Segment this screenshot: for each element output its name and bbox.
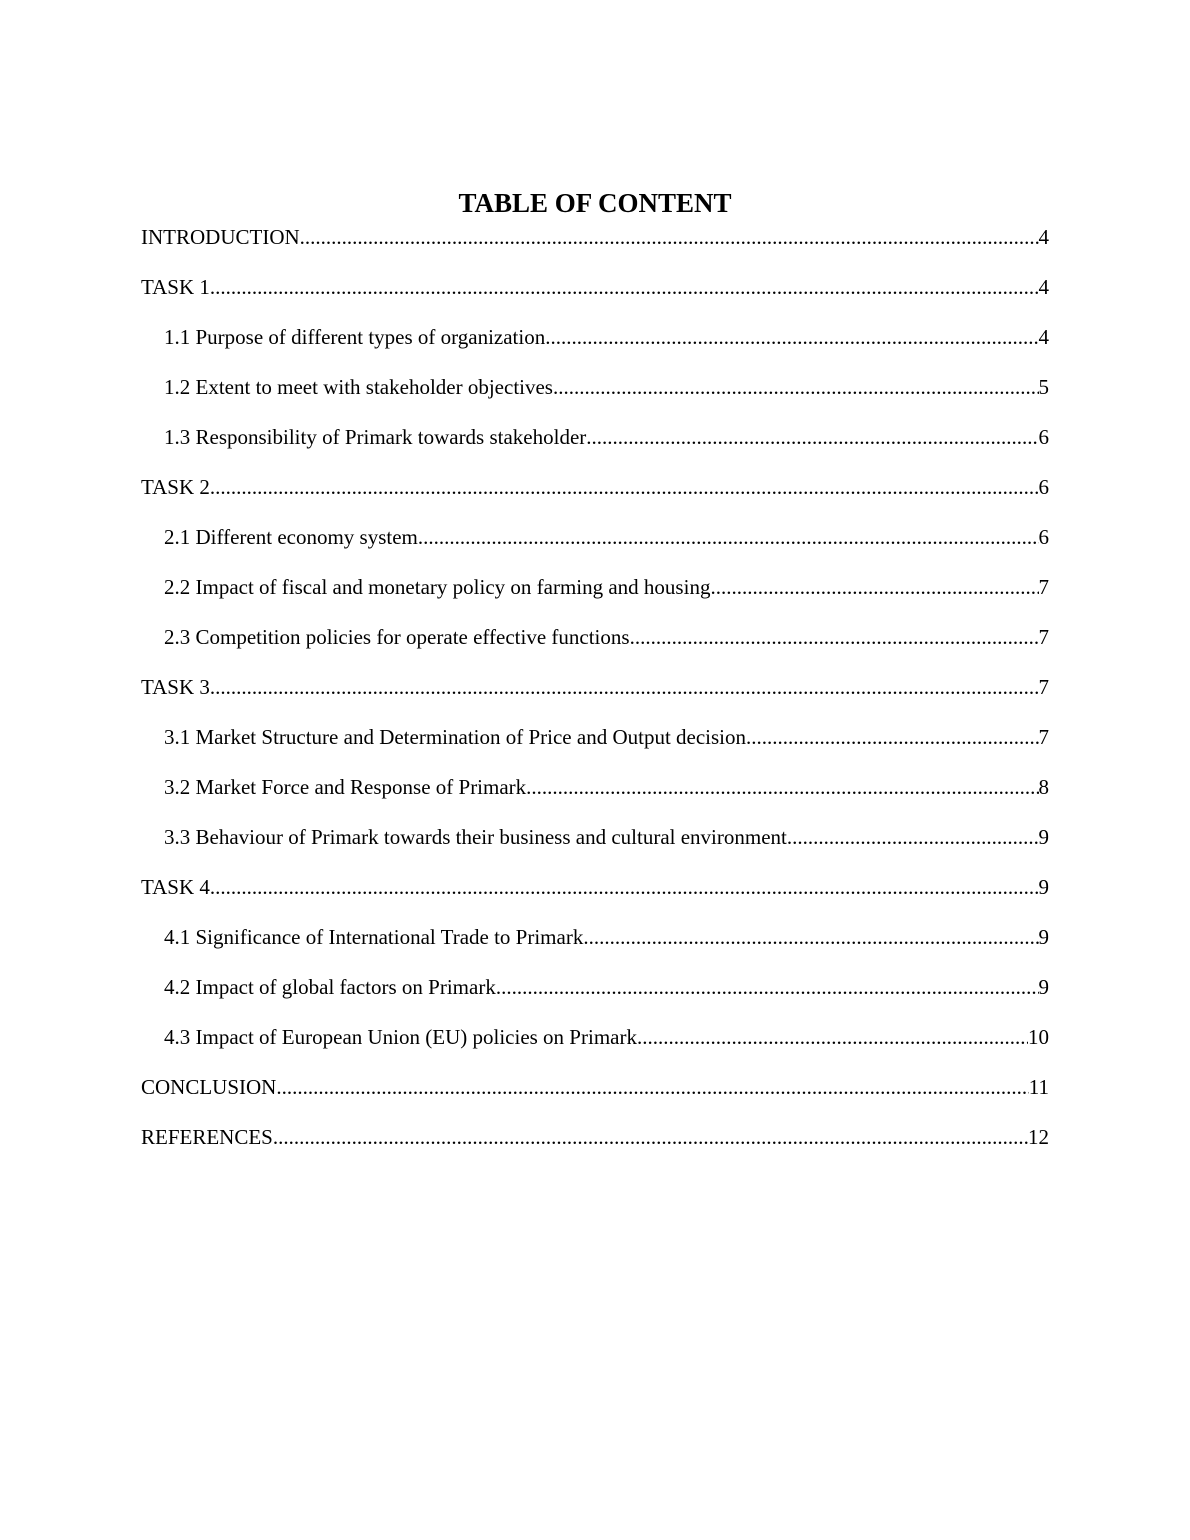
toc-entry[interactable]: [141, 322, 1049, 372]
toc-entry[interactable]: [141, 972, 1049, 1022]
toc-entry-label: TASK 1: [141, 275, 210, 299]
toc-dot-leader: [710, 572, 1038, 602]
toc-entry-page-number: 12: [1028, 1125, 1049, 1149]
toc-entry[interactable]: [141, 1122, 1049, 1172]
toc-dot-leader: [526, 772, 1038, 802]
toc-dot-leader: [746, 722, 1038, 752]
toc-entry[interactable]: [141, 222, 1049, 272]
toc-entry[interactable]: [141, 772, 1049, 822]
toc-entry[interactable]: [141, 1072, 1049, 1122]
toc-dot-leader: [418, 522, 1039, 552]
toc-dot-leader: [583, 922, 1038, 952]
toc-dot-leader: [273, 1122, 1028, 1152]
toc-entry[interactable]: [141, 572, 1049, 622]
toc-entry-label: TASK 3: [141, 675, 210, 699]
toc-entry-label: 3.2 Market Force and Response of Primark: [164, 775, 527, 799]
toc-entry-page-number: 7: [1038, 725, 1049, 749]
toc-dot-leader: [210, 672, 1039, 702]
toc-entry[interactable]: [141, 522, 1049, 572]
toc-entry-label: REFERENCES: [141, 1125, 273, 1149]
toc-entry-label: 2.1 Different economy system: [164, 525, 418, 549]
toc-entry[interactable]: [141, 872, 1049, 922]
toc-entry-label: 4.3 Impact of European Union (EU) policies on Primark: [164, 1025, 637, 1049]
toc-entry-page-number: 9: [1038, 875, 1049, 899]
toc-dot-leader: [637, 1022, 1028, 1052]
toc-dot-leader: [787, 822, 1039, 852]
toc-entry-label: 4.1 Significance of International Trade to Primark: [164, 925, 584, 949]
toc-entry-page-number: 7: [1038, 675, 1049, 699]
toc-entry-label: TASK 4: [141, 875, 210, 899]
toc-entry[interactable]: [141, 672, 1049, 722]
toc-entry-page-number: 4: [1038, 225, 1049, 249]
toc-dot-leader: [210, 872, 1039, 902]
toc-entry-page-number: 4: [1038, 325, 1049, 349]
toc-entry[interactable]: [141, 422, 1049, 472]
toc-entry[interactable]: [141, 272, 1049, 322]
toc-dot-leader: [210, 472, 1039, 502]
toc-entry[interactable]: [141, 822, 1049, 872]
page-title: TABLE OF CONTENT: [458, 188, 732, 218]
toc-entry-label: TASK 2: [141, 475, 210, 499]
toc-entry-page-number: 11: [1028, 1075, 1049, 1099]
toc-entry[interactable]: [141, 472, 1049, 522]
toc-entry-label: 4.2 Impact of global factors on Primark: [164, 975, 496, 999]
toc-dot-leader: [210, 272, 1039, 302]
toc-entry-page-number: 7: [1038, 575, 1049, 599]
toc-entry-page-number: 7: [1038, 625, 1049, 649]
toc-entry-page-number: 9: [1038, 975, 1049, 999]
table-of-contents: [141, 222, 1049, 1172]
toc-entry[interactable]: [141, 722, 1049, 772]
toc-dot-leader: [496, 972, 1039, 1002]
toc-entry[interactable]: [141, 922, 1049, 972]
toc-entry-page-number: 9: [1038, 825, 1049, 849]
toc-dot-leader: [276, 1072, 1028, 1102]
toc-entry-label: INTRODUCTION: [141, 225, 300, 249]
toc-entry[interactable]: [141, 622, 1049, 672]
toc-entry-label: 2.2 Impact of fiscal and monetary policy on farming and housing: [164, 575, 711, 599]
toc-entry[interactable]: [141, 372, 1049, 422]
toc-entry-page-number: 6: [1038, 475, 1049, 499]
toc-entry-label: 1.3 Responsibility of Primark towards stakeholder: [164, 425, 587, 449]
toc-entry-page-number: 9: [1038, 925, 1049, 949]
toc-entry[interactable]: [141, 1022, 1049, 1072]
toc-entry-label: 3.3 Behaviour of Primark towards their business and cultural environment: [164, 825, 787, 849]
toc-dot-leader: [553, 372, 1039, 402]
toc-entry-label: 3.1 Market Structure and Determination of Price and Output decision: [164, 725, 747, 749]
toc-entry-page-number: 8: [1038, 775, 1049, 799]
toc-entry-page-number: 6: [1038, 525, 1049, 549]
toc-entry-label: 1.2 Extent to meet with stakeholder objectives: [164, 375, 553, 399]
toc-entry-page-number: 6: [1038, 425, 1049, 449]
toc-entry-label: 2.3 Competition policies for operate effective functions: [164, 625, 630, 649]
toc-entry-label: CONCLUSION: [141, 1075, 277, 1099]
toc-entry-page-number: 5: [1038, 375, 1049, 399]
toc-dot-leader: [586, 422, 1038, 452]
toc-dot-leader: [545, 322, 1038, 352]
toc-entry-label: 1.1 Purpose of different types of organization: [164, 325, 546, 349]
toc-dot-leader: [300, 222, 1039, 252]
toc-dot-leader: [630, 622, 1039, 652]
toc-entry-page-number: 10: [1028, 1025, 1049, 1049]
toc-entry-page-number: 4: [1038, 275, 1049, 299]
